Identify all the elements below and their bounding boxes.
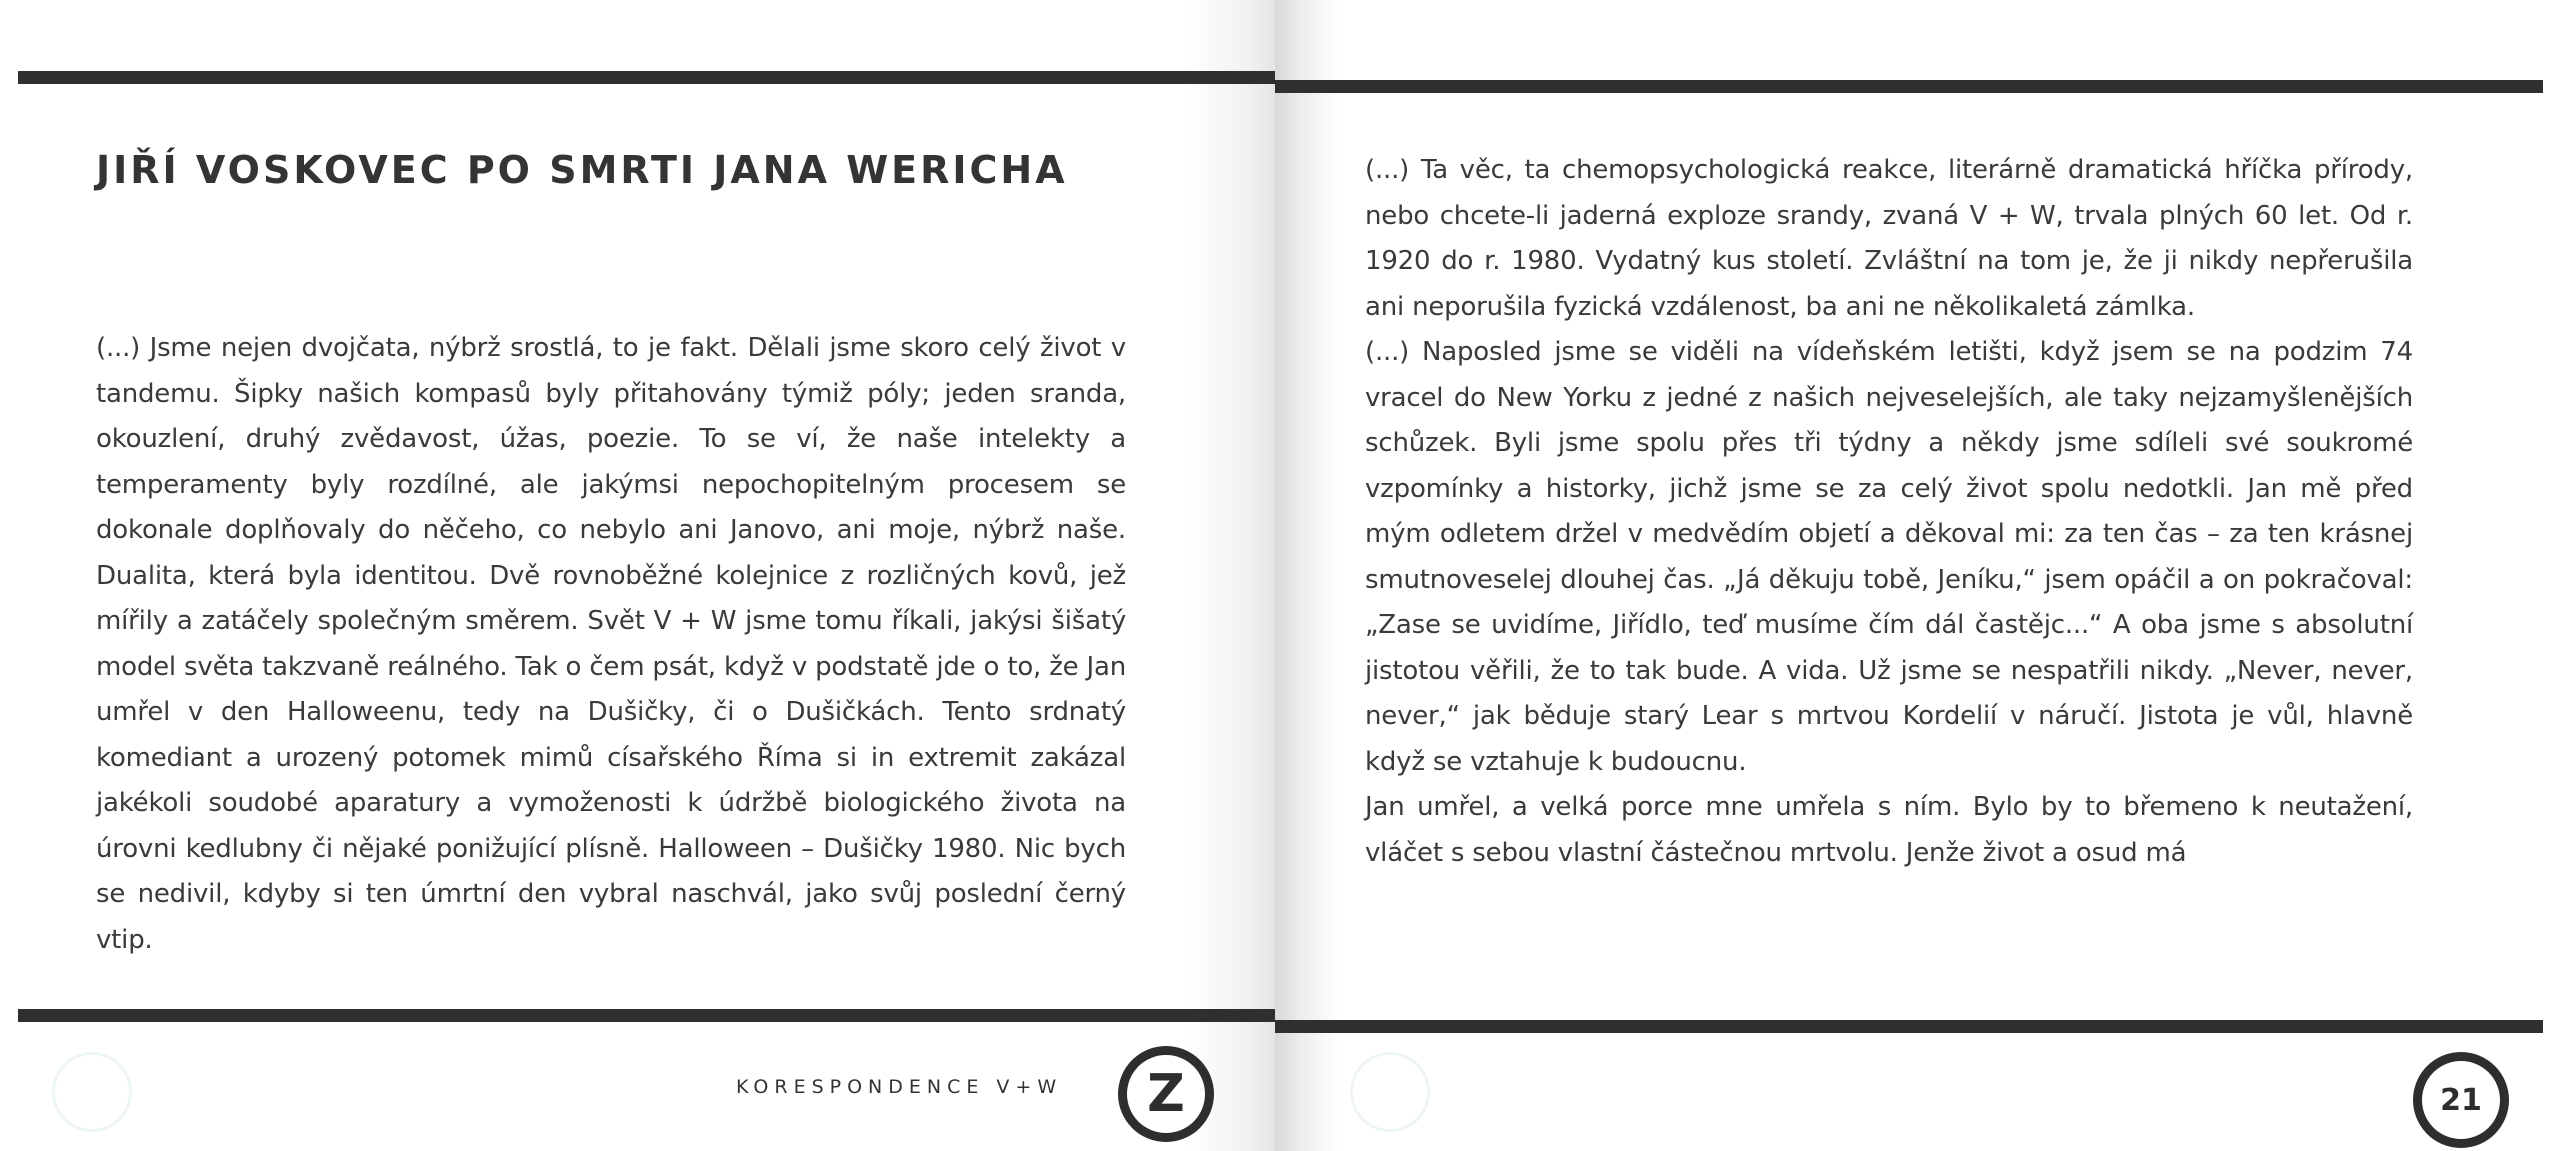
page-number-badge: 21 <box>2413 1052 2509 1148</box>
right-page <box>1275 0 2560 1151</box>
right-body-text <box>1365 148 2413 876</box>
top-rule <box>18 71 1275 84</box>
left-body-text <box>96 326 1126 963</box>
bottom-rule <box>18 1009 1275 1022</box>
faint-circle-mark <box>52 1052 132 1132</box>
paragraph: (...) Jsme nejen dvojčata, nýbrž srostlá, to je fakt. Dělali jsme skoro celý život v tandemu. Šipky našich kompasů byly přitahovány týmiž póly; jeden sranda, okouzlení, druhý zvědavost, úžas, poezie. To se ví, že naše intelekty a temperamenty byly rozdílné, ale jakýmsi nepochopitelným procesem se dokonale doplňovaly do něčeho, co nebylo ani Janovo, ani moje, nýbrž naše. Dualita, která byla identitou. Dvě rovnoběžné kolejnice z rozličných kovů, jež mířily a zatáčely společným směrem. Svět V + W jsme tomu říkali, jakýsi šišatý model světa takzvaně reálného. Tak o čem psát, když v podstatě jde o to, že Jan umřel v den Halloweenu, tedy na Dušičky, či o Dušičkách. Tento srdnatý komediant a urozený potomek mimů císařského Říma si in extremit zakázal jakékoli soudobé aparatury a vymoženosti k údržbě biologického života na úrovni kedlubny či nějaké ponižující plísně. Halloween – Dušičky 1980. Nic bych se nedivil, kdyby si ten úmrtní den vybral naschvál, jako svůj poslední černý vtip. <box>96 333 1126 955</box>
faint-circle-mark <box>1350 1052 1430 1132</box>
paragraph: Jan umřel, a velká porce mne umřela s ním. Bylo by to břemeno k neutažení, vláčet s sebou vlastní částečnou mrtvolu. Jenže život a osud má <box>1365 792 2413 868</box>
paragraph: (...) Naposled jsme se viděli na vídeňském letišti, když jsem se na podzim 74 vracel do New Yorku z jedné z našich nejveselejších, ale taky nejzamyšlenějších schůzek. Byli jsme spolu přes tři týdny a někdy jsme sdíleli své soukromé vzpomínky a historky, jichž jsme se za celý život spolu nedotkli. Jan mě před mým odletem držel v medvědím objetí a děkoval mi: za ten čas – za ten krásnej smutnoveselej dlouhej čas. „Já děkuju tobě, Jeníku,“ jsem opáčil a on pokračoval: „Zase se uvidíme, Jiřídlo, teď musíme čím dál častějc...“ A oba jsme s absolutní jistotou věřili, že to tak bude. A vida. Už jsme se nespatřili nikdy. „Never, never, never,“ jak běduje starý Lear s mrtvou Kordelií v náručí. Jistota je vůl, hlavně když se vztahuje k budoucnu. <box>1365 337 2413 777</box>
paragraph: (...) Ta věc, ta chemopsychologická reakce, literárně dramatická hříčka přírody, nebo chcete-li jaderná exploze srandy, zvaná V + W, trvala plných 60 let. Od r. 1920 do r. 1980. Vydatný kus století. Zvláštní na tom je, že ji nikdy nepřerušila ani neporušila fyzická vzdálenost, ba ani ne několikaletá zámlka. <box>1365 155 2413 322</box>
left-page <box>0 0 1275 1151</box>
chapter-heading: JIŘÍ VOSKOVEC PO SMRTI JANA WERICHA <box>96 148 1068 192</box>
bottom-rule <box>1275 1020 2543 1033</box>
z-logo-badge: Z <box>1118 1046 1214 1142</box>
running-footer: KORESPONDENCE V+W <box>736 1076 1063 1098</box>
top-rule <box>1275 80 2543 93</box>
